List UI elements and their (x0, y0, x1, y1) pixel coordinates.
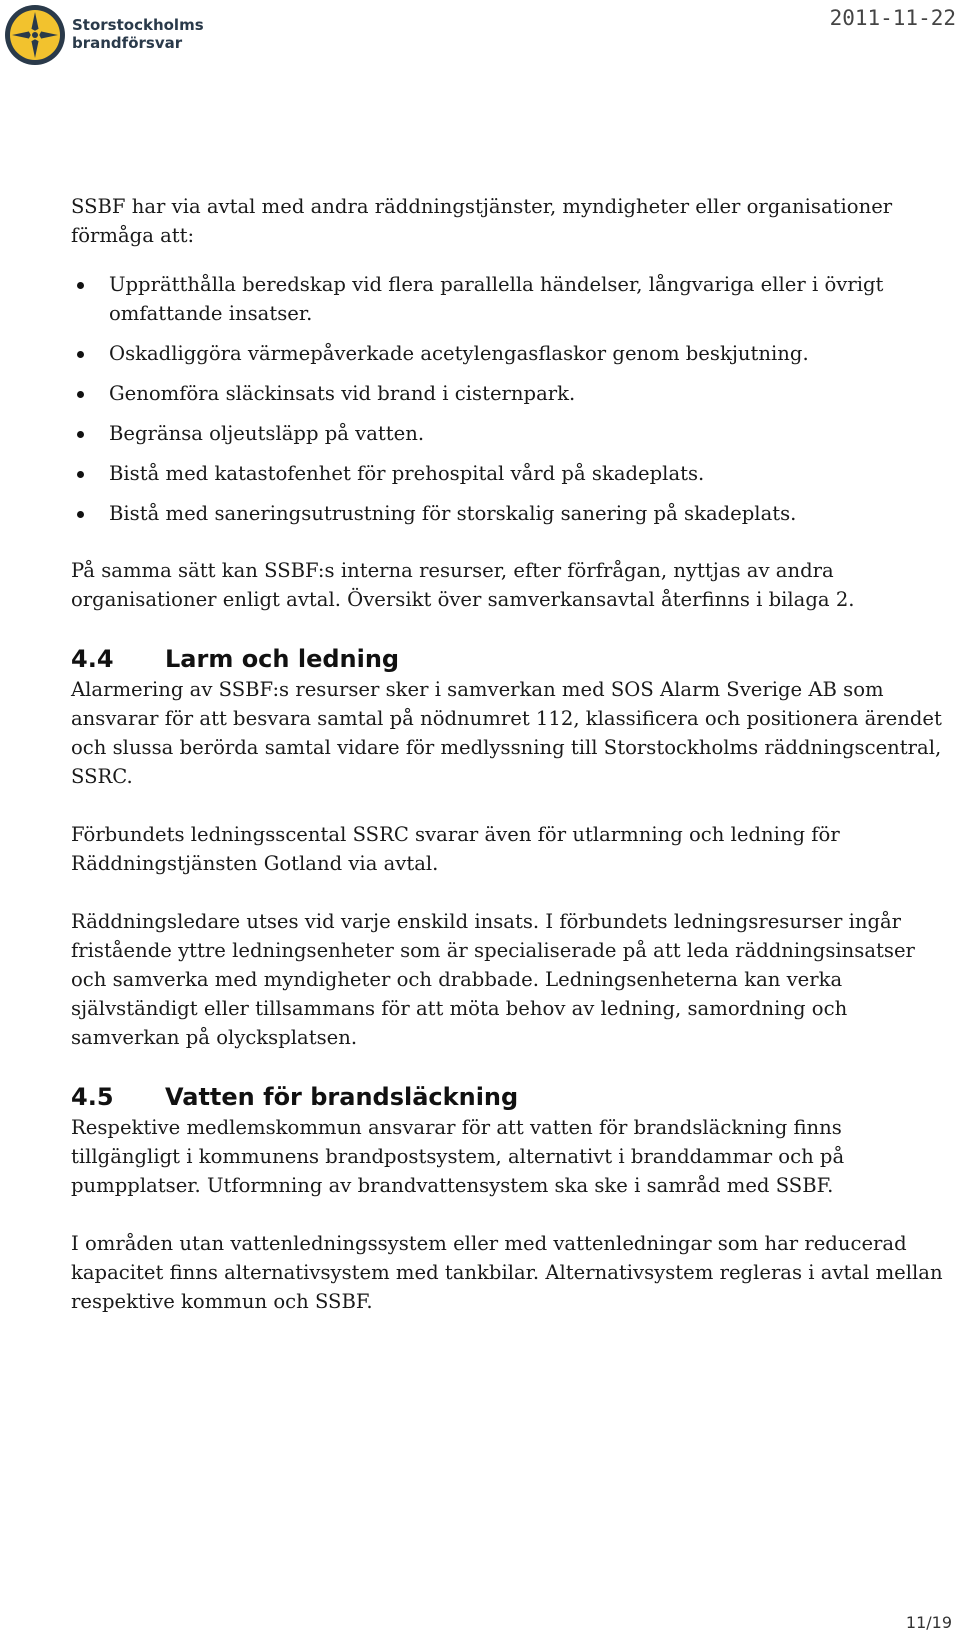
ssbf-logo-icon (4, 4, 66, 66)
list-item: Begränsa oljeutsläpp på vatten. (71, 419, 951, 448)
section-number: 4.5 (71, 1083, 114, 1111)
bullet-icon (77, 391, 84, 398)
bullet-icon (77, 282, 84, 289)
document-body (71, 192, 951, 1345)
list-item: Upprätthålla beredskap vid flera parallella händelser, långvariga eller i övrigt omfattande insatser. (71, 270, 951, 328)
org-name (72, 16, 204, 52)
bullet-icon (77, 511, 84, 518)
list-item: Bistå med katastofenhet för prehospital vård på skadeplats. (71, 459, 951, 488)
list-item: Bistå med saneringsutrustning för storskalig sanering på skadeplats. (71, 499, 951, 528)
org-name-line1: Storstockholms (72, 16, 204, 34)
section-paragraph: Alarmering av SSBF:s resurser sker i samverkan med SOS Alarm Sverige AB som ansvarar för att besvara samtal på nödnumret 112, klassificera och positionera ärendet och slussa berörda samtal vidare för medlyssning till Storstockholms räddningscentral, SSRC. (71, 678, 942, 788)
section-number: 4.4 (71, 645, 114, 673)
section-paragraph: I områden utan vattenledningssystem eller med vattenledningar som har reducerad kapacitet finns alternativsystem med tankbilar. Alternativsystem regleras i avtal mellan respektive kommun och SSBF. (71, 1232, 943, 1313)
capability-list (71, 270, 951, 528)
section-title: Vatten för brandsläckning (165, 1083, 519, 1111)
bullet-icon (77, 431, 84, 438)
document-date: 2011-11-22 (829, 6, 956, 30)
intro-paragraph: SSBF har via avtal med andra räddningstjänster, myndigheter eller organisationer förmåga att: (71, 195, 893, 247)
bullet-icon (77, 471, 84, 478)
section-title: Larm och ledning (165, 645, 400, 673)
section-paragraph: Räddningsledare utses vid varje enskild insats. I förbundets ledningsresurser ingår fristående yttre ledningsenheter som är specialiserade på att leda räddningsinsatser och samverka med myndigheter och drabbade. Ledningsenheterna kan verka självständigt eller tillsammans för att möta behov av ledning, samordning och samverkan på olycksplatsen. (71, 910, 915, 1049)
org-name-line2: brandförsvar (72, 34, 183, 52)
section-paragraph: Respektive medlemskommun ansvarar för att vatten för brandsläckning finns tillgängligt i kommunens brandpostsystem, alternativt i branddammar och på pumpplatser. Utformning av brandvattensystem ska ske i samråd med SSBF. (71, 1116, 845, 1197)
section-heading-4-4 (71, 643, 951, 675)
resources-paragraph: På samma sätt kan SSBF:s interna resurser, efter förfrågan, nyttjas av andra organisationer enligt avtal. Översikt över samverkansavtal återfinns i bilaga 2. (71, 559, 855, 611)
list-item: Genomföra släckinsats vid brand i cisternpark. (71, 379, 951, 408)
section-heading-4-5 (71, 1081, 951, 1113)
page-number: 11/19 (905, 1613, 952, 1632)
page-header (0, 0, 960, 70)
list-item: Oskadliggöra värmepåverkade acetylengasflaskor genom beskjutning. (71, 339, 951, 368)
bullet-icon (77, 351, 84, 358)
section-paragraph: Förbundets ledningsscental SSRC svarar även för utlarmning och ledning för Räddningstjänsten Gotland via avtal. (71, 823, 840, 875)
